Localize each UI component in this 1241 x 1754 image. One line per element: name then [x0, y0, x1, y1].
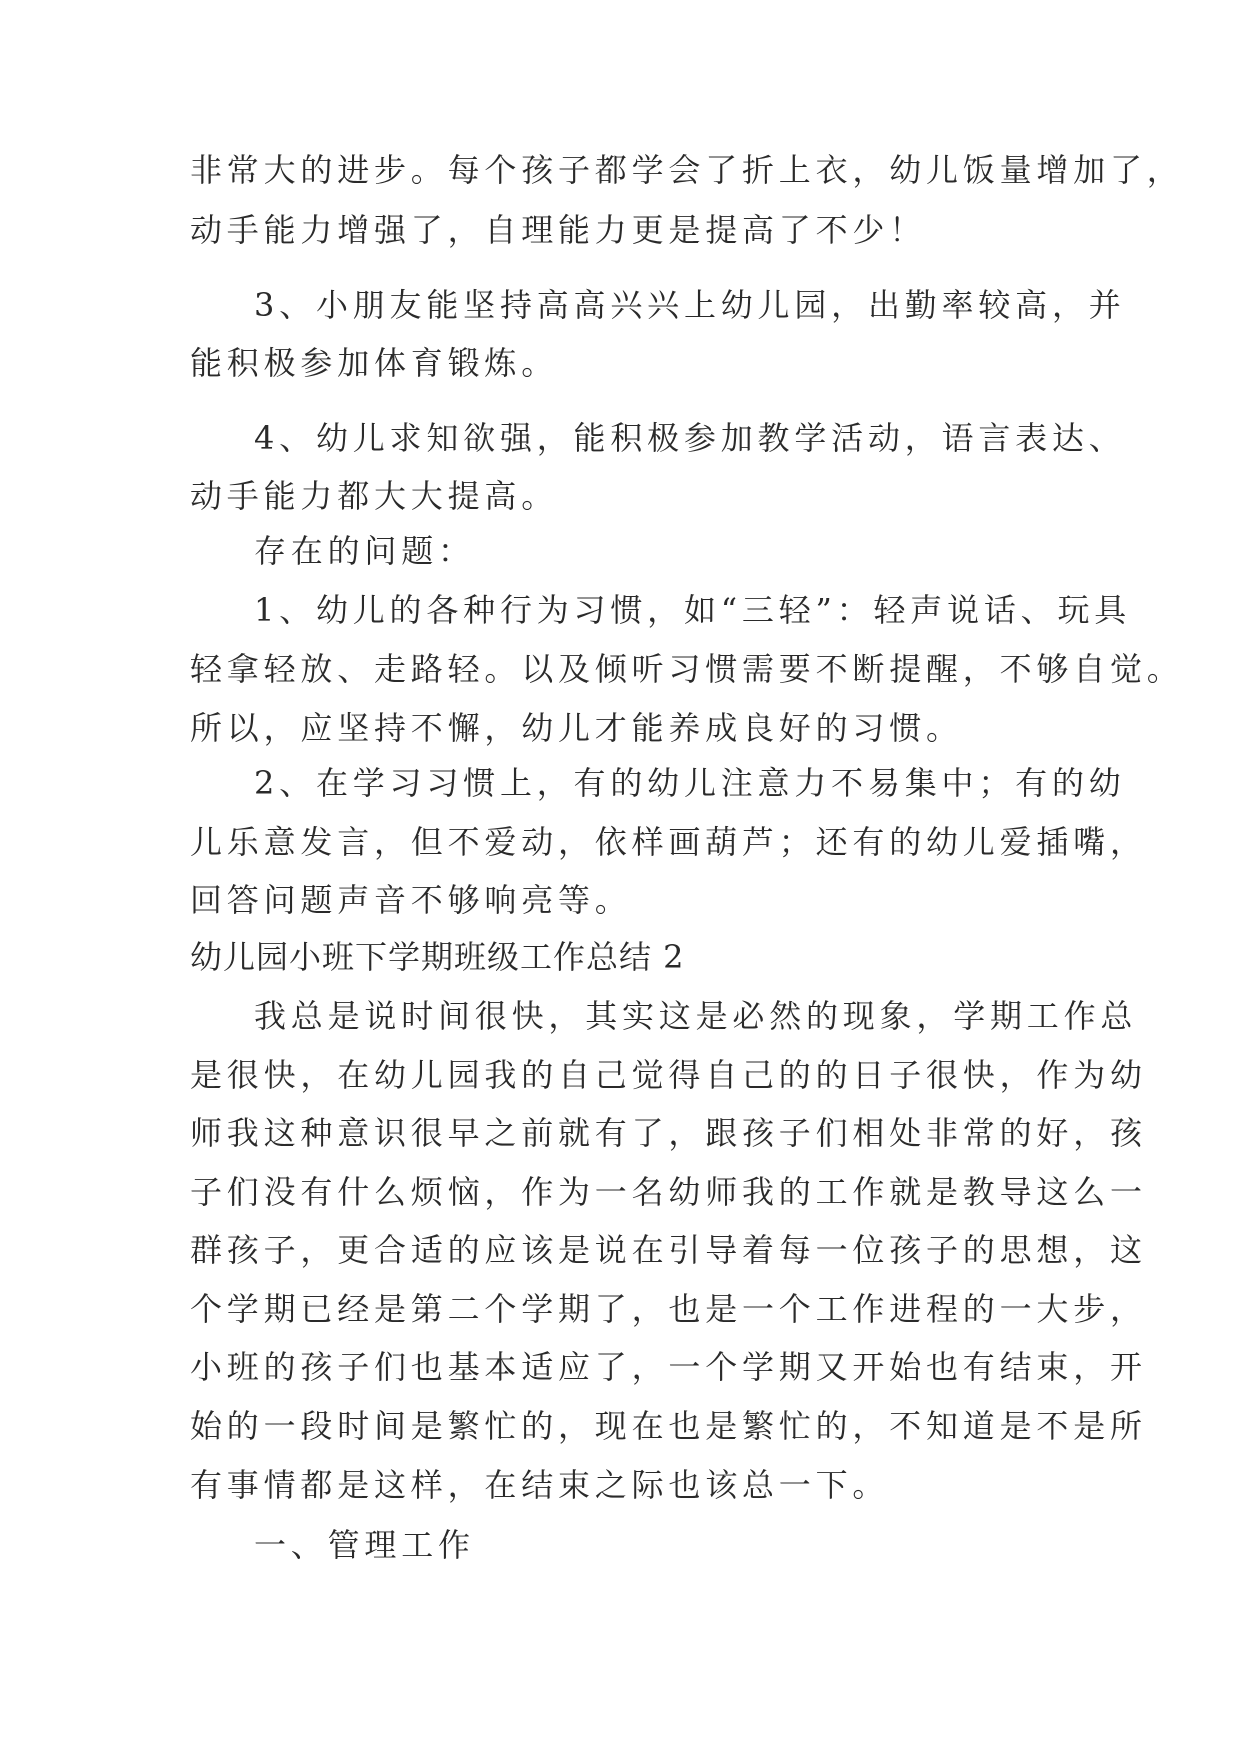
- text-line: 有事情都是这样，在结束之际也该总一下。: [190, 1466, 890, 1504]
- text-line: 小班的孩子们也基本适应了，一个学期又开始也有结束，开: [190, 1348, 1147, 1386]
- text-line: 非常大的进步。每个孩子都学会了折上衣，幼儿饭量增加了，: [190, 151, 1184, 189]
- text-line: 轻拿轻放、走路轻。以及倾听习惯需要不断提醒，不够自觉。: [190, 650, 1184, 688]
- text-line: 2、在学习习惯上，有的幼儿注意力不易集中；有的幼: [254, 764, 1126, 802]
- text-line: 始的一段时间是繁忙的，现在也是繁忙的，不知道是不是所: [190, 1407, 1147, 1445]
- text-line: 子们没有什么烦恼，作为一名幼师我的工作就是教导这么一: [190, 1173, 1147, 1211]
- text-line: 回答问题声音不够响亮等。: [190, 881, 632, 919]
- section-label: 一、管理工作: [254, 1526, 475, 1564]
- text-line: 动手能力增强了，自理能力更是提高了不少！: [190, 211, 927, 249]
- text-line: 动手能力都大大提高。: [190, 477, 559, 515]
- text-line: 师我这种意识很早之前就有了，跟孩子们相处非常的好，孩: [190, 1114, 1147, 1152]
- text-line: 儿乐意发言，但不爱动，依样画葫芦；还有的幼儿爱插嘴，: [190, 823, 1147, 861]
- text-line: 4、幼儿求知欲强，能积极参加教学活动，语言表达、: [254, 419, 1126, 457]
- section-heading: 幼儿园小班下学期班级工作总结 2: [190, 938, 685, 976]
- text-line: 能积极参加体育锻炼。: [190, 344, 559, 382]
- text-line: 所以，应坚持不懈，幼儿才能养成良好的习惯。: [190, 709, 963, 747]
- text-line: 1、幼儿的各种行为习惯，如“三轻”：轻声说话、玩具: [254, 591, 1132, 629]
- section-label: 存在的问题：: [254, 532, 475, 570]
- text-line: 是很快，在幼儿园我的自己觉得自己的的日子很快，作为幼: [190, 1056, 1147, 1094]
- text-line: 3、小朋友能坚持高高兴兴上幼儿园，出勤率较高，并: [254, 286, 1126, 324]
- text-line: 个学期已经是第二个学期了，也是一个工作进程的一大步，: [190, 1290, 1147, 1328]
- text-line: 我总是说时间很快，其实这是必然的现象，学期工作总: [254, 997, 1138, 1035]
- text-line: 群孩子，更合适的应该是说在引导着每一位孩子的思想，这: [190, 1231, 1147, 1269]
